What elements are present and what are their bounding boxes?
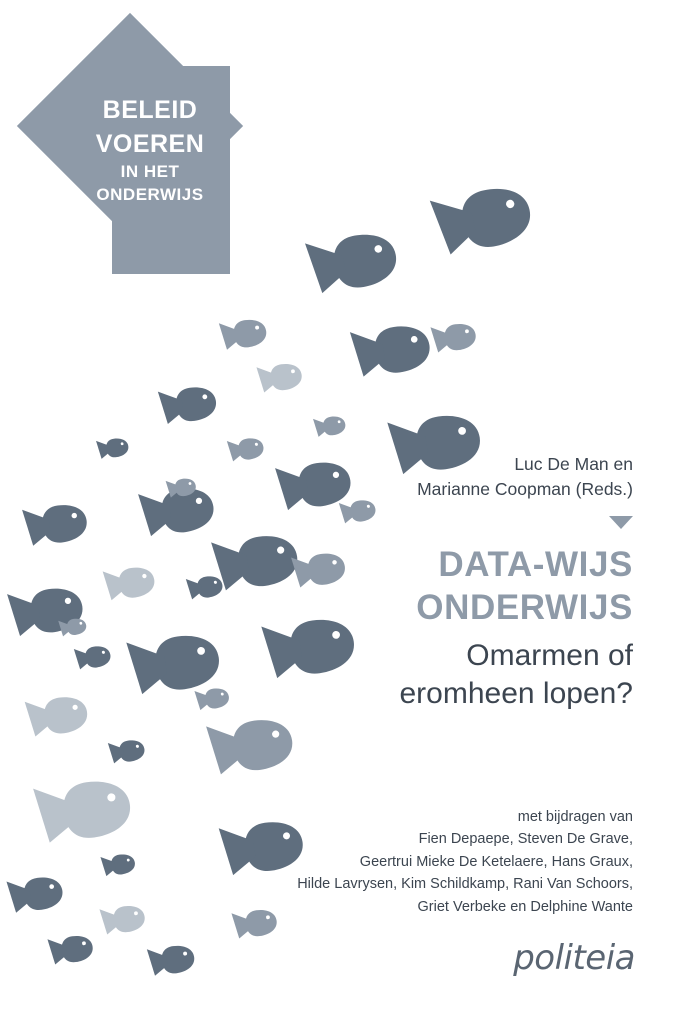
- editors-block: [303, 452, 633, 503]
- fish-icon: [99, 903, 146, 935]
- fish-icon: [108, 738, 146, 764]
- triangle-down-icon: [609, 516, 633, 529]
- badge-text: [39, 94, 261, 207]
- contributors-line: Fien Depaepe, Steven De Grave,: [418, 831, 633, 848]
- fish-icon: [313, 415, 347, 438]
- fish-icon: [350, 321, 433, 378]
- series-badge: [39, 36, 261, 276]
- contributors-intro: met bijdragen van: [517, 809, 633, 825]
- fish-icon: [33, 776, 134, 845]
- contributors-line: Hilde Lavrysen, Kim Schildkamp, Rani Van Schoors,: [297, 876, 633, 893]
- badge-line-3: IN HET: [120, 162, 180, 181]
- fish-icon: [147, 943, 196, 977]
- fish-icon: [158, 384, 218, 426]
- subtitle-line-1: Omarmen of: [466, 639, 633, 672]
- fish-icon: [74, 644, 112, 670]
- page-title: [213, 544, 633, 629]
- badge-line-4: ONDERWIJS: [96, 184, 204, 204]
- fish-icon: [227, 436, 265, 462]
- fish-icon: [430, 321, 477, 353]
- fish-icon: [47, 933, 94, 965]
- badge-line-1: BELEID: [102, 96, 198, 124]
- fish-icon: [6, 874, 64, 914]
- title-line-1: DATA-WIJS: [438, 545, 633, 584]
- title-line-2: ONDERWIJS: [416, 587, 633, 627]
- contributors-line: Geertrui Mieke De Ketelaere, Hans Graux,: [359, 853, 633, 870]
- fish-icon: [100, 852, 136, 877]
- fish-icon: [305, 228, 400, 295]
- fish-icon: [219, 317, 268, 351]
- page-subtitle: [213, 637, 633, 713]
- fish-icon: [103, 564, 157, 601]
- editors-line-2: Marianne Coopman (Reds.): [417, 479, 633, 500]
- fish-icon: [96, 437, 130, 460]
- fish-icon: [256, 361, 303, 393]
- contributors-line: Griet Verbeke en Delphine Wante: [417, 898, 633, 915]
- fish-icon: [206, 715, 295, 777]
- badge-line-2: VOEREN: [95, 129, 205, 158]
- publisher-logo: politeia: [513, 938, 635, 978]
- fish-icon: [22, 501, 89, 547]
- subtitle-line-2: eromheen lopen?: [399, 677, 633, 711]
- fish-icon: [126, 630, 222, 696]
- contributors-block: [233, 806, 633, 918]
- fish-icon: [430, 181, 536, 258]
- editors-line-1: Luc De Man en: [514, 454, 633, 474]
- fish-icon: [25, 693, 90, 738]
